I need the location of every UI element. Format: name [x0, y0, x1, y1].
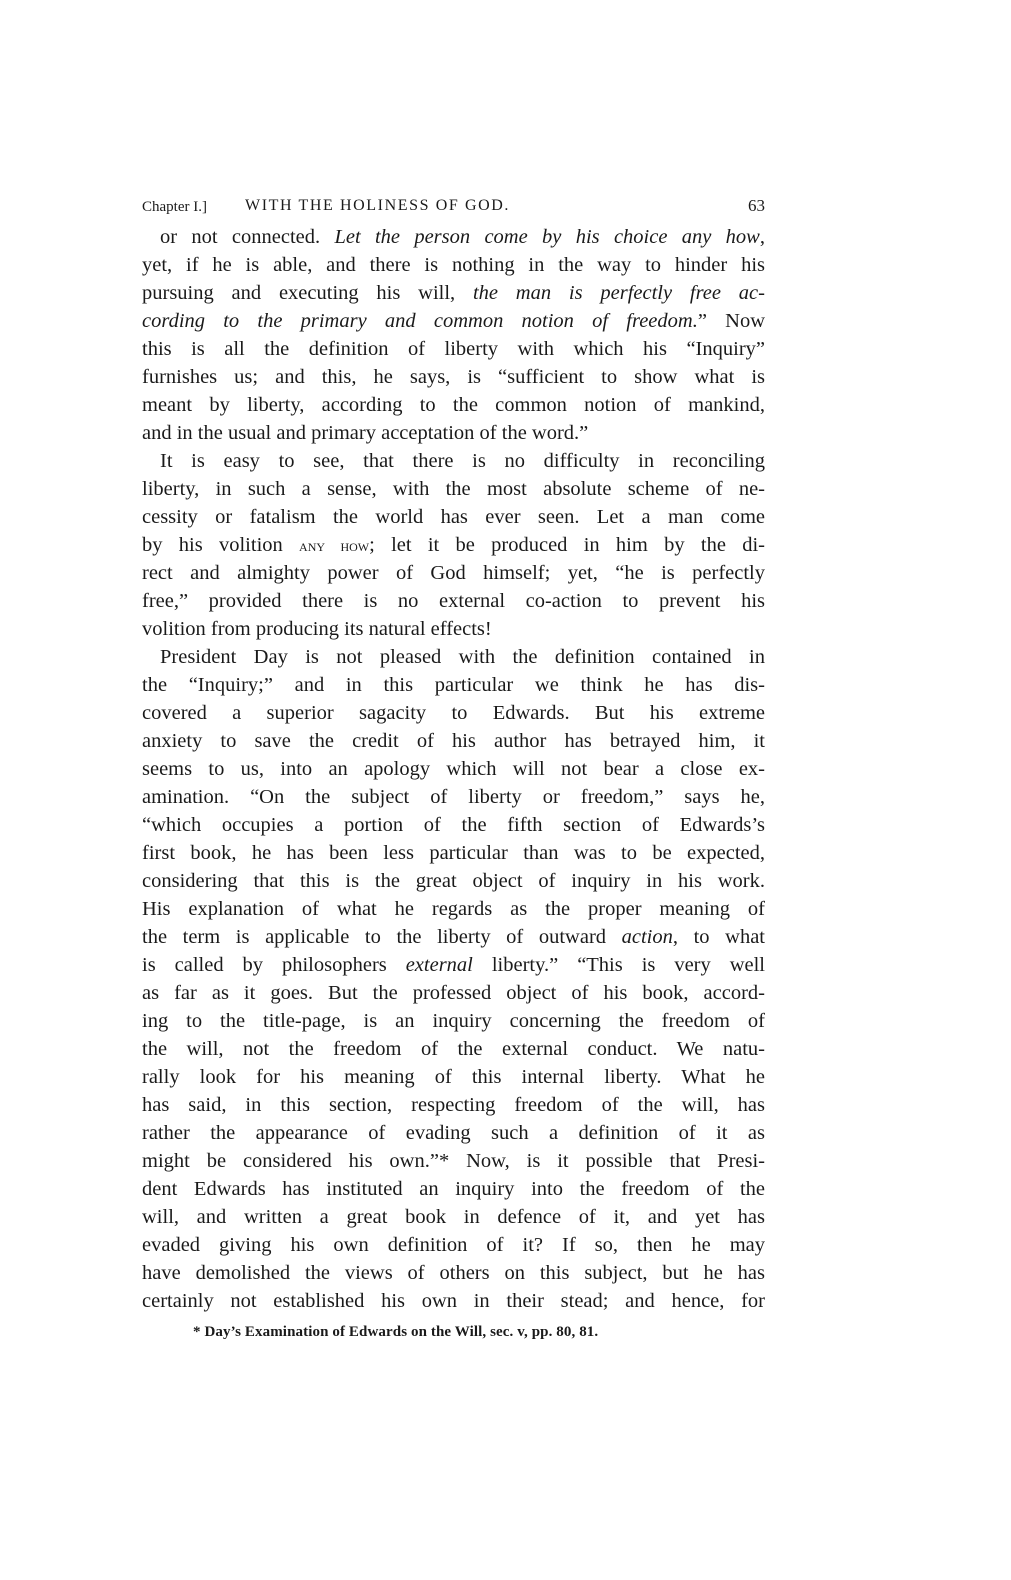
text-line — [142, 811, 765, 839]
text-line — [142, 615, 765, 643]
body-text — [142, 223, 765, 1315]
text-segment: covered a superior sagacity to Edwards. But his extreme — [142, 702, 765, 724]
text-segment: ; let it be produced in him by the di- — [369, 534, 765, 556]
text-line — [142, 1203, 765, 1231]
text-segment: will, and written a great book in defence of it, and yet has — [142, 1206, 765, 1228]
text-line — [142, 951, 765, 979]
text-line — [142, 923, 765, 951]
text-segment: by his volition — [142, 534, 300, 556]
chapter-label: Chapter I.] — [142, 199, 207, 215]
text-segment: have demolished the views of others on this subject, but he has — [142, 1262, 765, 1284]
text-segment: the term is applicable to the liberty of outward — [142, 926, 622, 948]
text-segment: seems to us, into an apology which will not bear a close ex- — [142, 758, 765, 780]
text-segment: might be considered his own.”* Now, is it possible that Presi- — [142, 1150, 765, 1172]
text-segment: the “Inquiry;” and in this particular we think he has dis- — [142, 674, 765, 696]
italic-text: cording to the primary and common notion of freedom. — [142, 310, 698, 332]
text-line — [142, 755, 765, 783]
text-segment: pursuing and executing his will, — [142, 282, 473, 304]
text-line — [142, 531, 765, 559]
text-line — [142, 335, 765, 363]
text-line — [142, 1175, 765, 1203]
text-segment: certainly not established his own in their stead; and hence, for — [142, 1290, 765, 1312]
text-line — [142, 895, 765, 923]
text-segment: has said, in this section, respecting freedom of the will, has — [142, 1094, 765, 1116]
text-line — [142, 363, 765, 391]
text-line — [142, 1231, 765, 1259]
text-line — [142, 279, 765, 307]
text-line — [142, 671, 765, 699]
text-line — [142, 1287, 765, 1315]
text-line — [142, 727, 765, 755]
text-line — [142, 1147, 765, 1175]
text-segment: yet, if he is able, and there is nothing in the way to hinder his — [142, 254, 765, 276]
text-line — [142, 447, 765, 475]
footnote: * Day’s Examination of Edwards on the Will, sec. v, pp. 80, 81. — [193, 1324, 599, 1340]
text-segment: is called by philosophers — [142, 954, 406, 976]
text-line — [142, 979, 765, 1007]
text-line — [142, 559, 765, 587]
text-segment: considering that this is the great object of inquiry in his work. — [142, 870, 765, 892]
text-segment: liberty, in such a sense, with the most absolute scheme of ne- — [142, 478, 765, 500]
text-line — [142, 1259, 765, 1287]
text-line — [142, 1063, 765, 1091]
text-segment: first book, he has been less particular than was to be expected, — [142, 842, 765, 864]
text-segment: evaded giving his own definition of it? If so, then he may — [142, 1234, 765, 1256]
text-segment: rally look for his meaning of this internal liberty. What he — [142, 1066, 765, 1088]
text-segment: free,” provided there is no external co-action to prevent his — [142, 590, 765, 612]
italic-text: external — [405, 954, 473, 976]
text-line — [142, 475, 765, 503]
text-line — [142, 1035, 765, 1063]
text-segment: “which occupies a portion of the fifth section of Edwards’s — [142, 814, 765, 836]
italic-text: Let the person come by his choice any how — [334, 226, 760, 248]
running-head — [142, 196, 765, 220]
text-segment: rect and almighty power of God himself; yet, “he is perfectly — [142, 562, 765, 584]
text-line — [142, 251, 765, 279]
text-segment: His explanation of what he regards as the proper meaning of — [142, 898, 765, 920]
text-segment: , to what — [672, 926, 766, 948]
italic-text: the man is perfectly free ac- — [472, 282, 765, 304]
text-segment: amination. “On the subject of liberty or freedom,” says he, — [142, 786, 765, 808]
text-line — [142, 1119, 765, 1147]
text-segment: the will, not the freedom of the external conduct. We natu- — [142, 1038, 765, 1060]
text-segment: ing to the title-page, is an inquiry concerning the freedom of — [142, 1010, 765, 1032]
text-segment: , — [759, 226, 765, 248]
text-segment: dent Edwards has instituted an inquiry into the freedom of the — [142, 1178, 765, 1200]
text-segment: It is easy to see, that there is no difficulty in reconciling — [160, 450, 765, 472]
text-segment: this is all the definition of liberty with which his “Inquiry” — [142, 338, 765, 360]
text-line — [142, 699, 765, 727]
text-line — [142, 223, 765, 251]
text-segment: or not connected. — [160, 226, 335, 248]
text-segment: cessity or fatalism the world has ever seen. Let a man come — [142, 506, 765, 528]
small-caps-text: any how — [299, 536, 370, 555]
text-line — [142, 867, 765, 895]
text-segment: volition from producing its natural effects! — [142, 618, 492, 640]
text-segment: liberty.” “This is very well — [472, 954, 765, 976]
text-line — [142, 643, 765, 671]
text-line — [142, 1091, 765, 1119]
text-line — [142, 307, 765, 335]
text-segment: President Day is not pleased with the definition contained in — [160, 646, 765, 668]
text-segment: anxiety to save the credit of his author has betrayed him, it — [142, 730, 765, 752]
text-line — [142, 783, 765, 811]
text-line — [142, 1007, 765, 1035]
text-segment: meant by liberty, according to the common notion of mankind, — [142, 394, 765, 416]
text-segment: as far as it goes. But the professed object of his book, accord- — [142, 982, 765, 1004]
text-line — [142, 391, 765, 419]
text-segment: furnishes us; and this, he says, is “sufficient to show what is — [142, 366, 765, 388]
running-title: WITH THE HOLINESS OF GOD. — [245, 197, 511, 214]
text-line — [142, 503, 765, 531]
text-segment: and in the usual and primary acceptation of the word.” — [142, 422, 589, 444]
text-line — [142, 587, 765, 615]
text-line — [142, 419, 765, 447]
page-number: 63 — [748, 196, 765, 215]
text-segment: rather the appearance of evading such a definition of it as — [142, 1122, 765, 1144]
italic-text: action — [621, 926, 673, 948]
text-segment: ” Now — [697, 310, 765, 332]
text-line — [142, 839, 765, 867]
